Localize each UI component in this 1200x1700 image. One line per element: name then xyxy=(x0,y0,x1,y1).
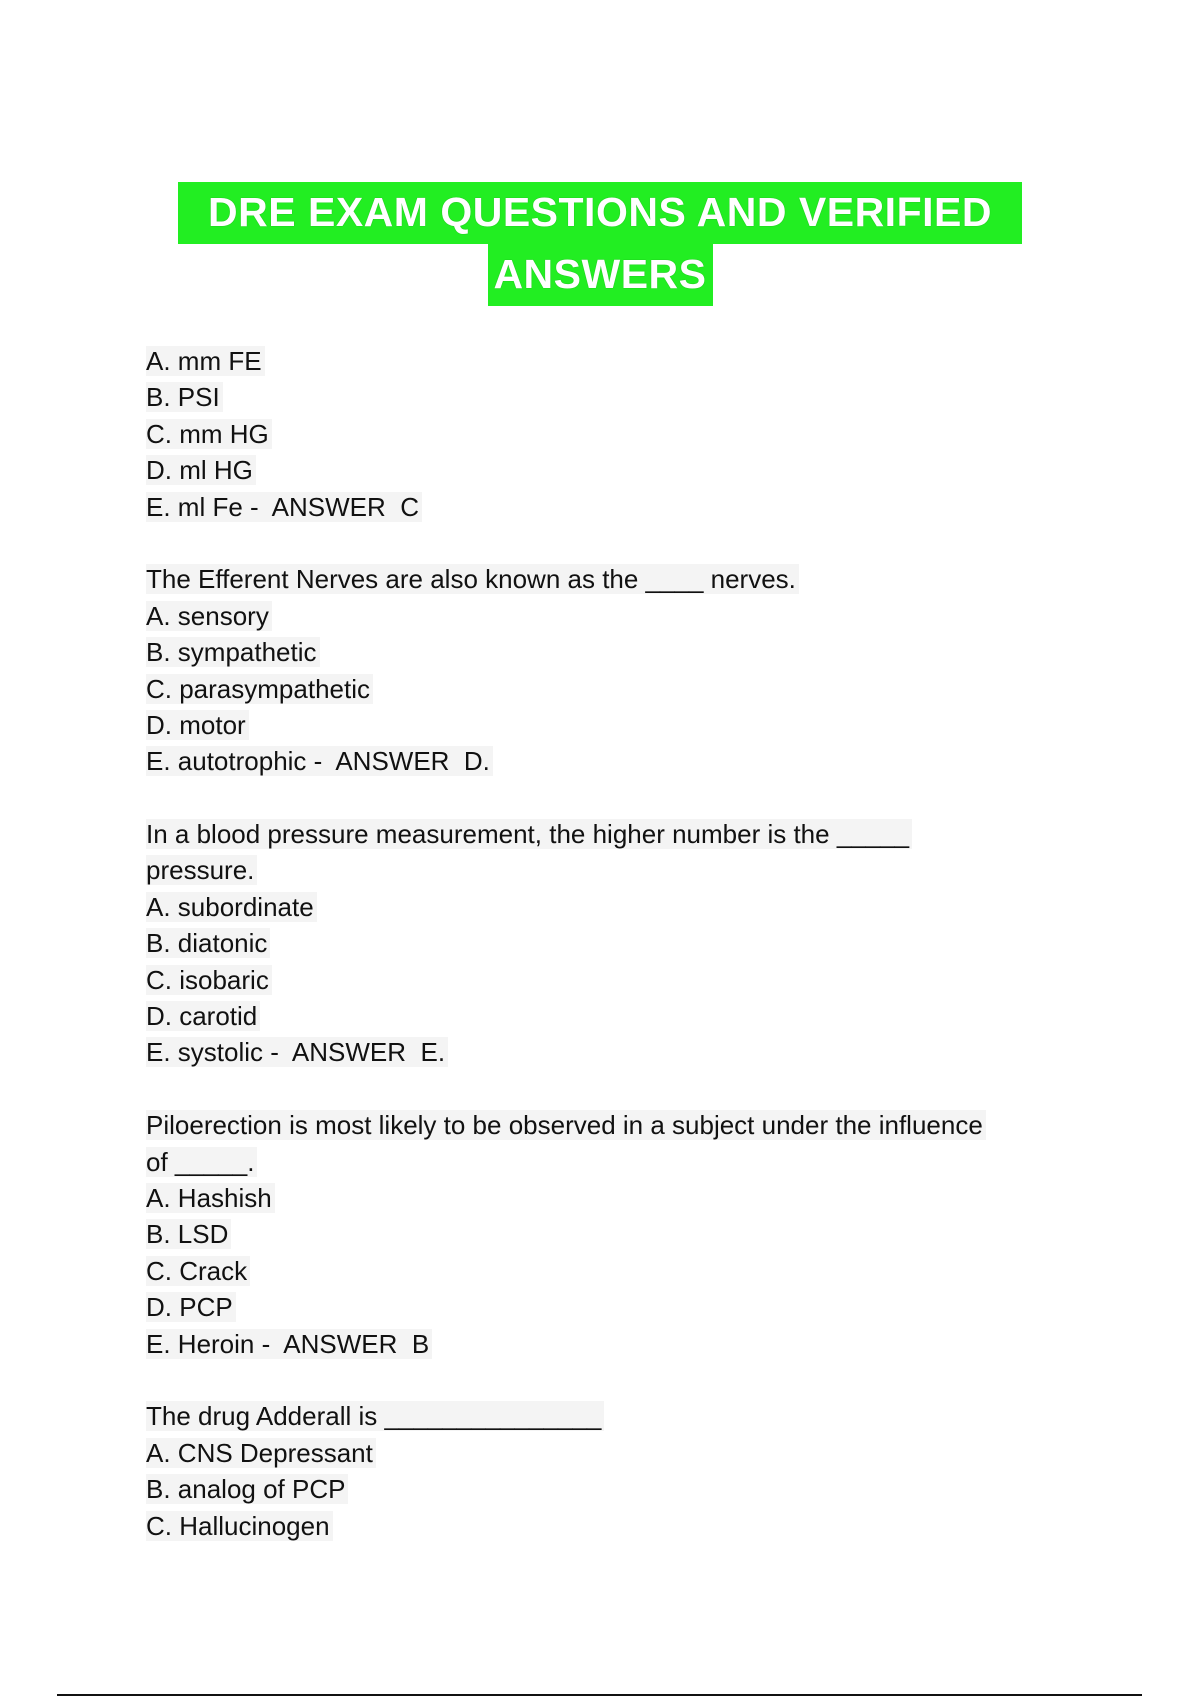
answer-line: E. autotrophic - ANSWER D. xyxy=(146,743,1066,779)
option-line: B. analog of PCP xyxy=(146,1471,1066,1507)
question-prompt: pressure. xyxy=(146,852,1066,888)
option-line: D. PCP xyxy=(146,1289,1066,1325)
option-line: D. carotid xyxy=(146,998,1066,1034)
question-prompt: The drug Adderall is _______________ xyxy=(146,1398,1066,1434)
option-line: B. diatonic xyxy=(146,925,1066,961)
answer-line: E. Heroin - ANSWER B xyxy=(146,1326,1066,1362)
option-line: A. Hashish xyxy=(146,1180,1066,1216)
title-line-2: ANSWERS xyxy=(488,244,713,306)
option-line: B. sympathetic xyxy=(146,634,1066,670)
question-list xyxy=(146,343,1066,1544)
question-block xyxy=(146,816,1066,1071)
option-line: D. motor xyxy=(146,707,1066,743)
question-prompt: In a blood pressure measurement, the higher number is the _____ xyxy=(146,816,1066,852)
question-block xyxy=(146,561,1066,779)
question-prompt: of _____. xyxy=(146,1144,1066,1180)
question-block xyxy=(146,343,1066,525)
option-line: C. Crack xyxy=(146,1253,1066,1289)
title-line-1: DRE EXAM QUESTIONS AND VERIFIED xyxy=(178,182,1022,244)
option-line: C. isobaric xyxy=(146,962,1066,998)
question-prompt: The Efferent Nerves are also known as the ____ nerves. xyxy=(146,561,1066,597)
option-line: A. CNS Depressant xyxy=(146,1435,1066,1471)
document-title xyxy=(0,182,1200,306)
footer-divider xyxy=(57,1694,1142,1696)
option-line: B. LSD xyxy=(146,1216,1066,1252)
question-prompt: Piloerection is most likely to be observed in a subject under the influence xyxy=(146,1107,1066,1143)
option-line: C. parasympathetic xyxy=(146,671,1066,707)
option-line: D. ml HG xyxy=(146,452,1066,488)
option-line: A. mm FE xyxy=(146,343,1066,379)
option-line: A. subordinate xyxy=(146,889,1066,925)
option-line: A. sensory xyxy=(146,598,1066,634)
question-block xyxy=(146,1107,1066,1362)
answer-line: E. systolic - ANSWER E. xyxy=(146,1034,1066,1070)
option-line: C. mm HG xyxy=(146,416,1066,452)
answer-line: E. ml Fe - ANSWER C xyxy=(146,489,1066,525)
option-line: B. PSI xyxy=(146,379,1066,415)
option-line: C. Hallucinogen xyxy=(146,1508,1066,1544)
question-block xyxy=(146,1398,1066,1544)
